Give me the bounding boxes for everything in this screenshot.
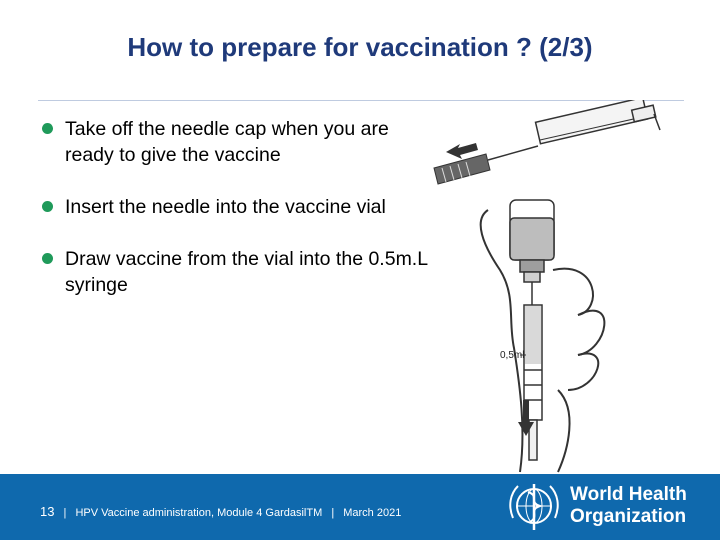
vaccine-vial (510, 200, 554, 282)
syringe-illustration (428, 100, 710, 474)
module-text: HPV Vaccine administration, Module 4 GardasilTM (75, 507, 323, 519)
bullet-item (40, 194, 440, 220)
syringe-with-needle (488, 100, 660, 160)
needle-cap (434, 154, 490, 184)
bullet-dot-icon (42, 253, 53, 264)
bullet-text: Take off the needle cap when you are ready to give the vaccine (65, 118, 389, 166)
slide-title: How to prepare for vaccination ? (2/3) (127, 32, 593, 62)
bullet-text: Draw vaccine from the vial into the 0.5m.L syringe (65, 248, 428, 296)
bullet-dot-icon (42, 201, 53, 212)
left-arrow-icon (446, 143, 478, 159)
bullet-item (40, 116, 440, 168)
footer-separator: | (331, 507, 335, 519)
bullet-dot-icon (42, 123, 53, 134)
org-name-line1: World Health (570, 484, 687, 505)
bullet-text: Insert the needle into the vaccine vial (65, 196, 386, 218)
who-emblem-icon (504, 478, 564, 536)
footer-date: March 2021 (343, 507, 402, 519)
footer-separator: | (63, 507, 67, 519)
organization-name (570, 484, 687, 528)
bullet-item (40, 246, 440, 298)
syringe-volume-label: 0,5ml (500, 350, 525, 361)
org-name-line2: Organization (570, 506, 687, 527)
page-number: 13 (40, 504, 55, 519)
footer-meta (40, 504, 401, 519)
bullet-list (40, 116, 440, 324)
